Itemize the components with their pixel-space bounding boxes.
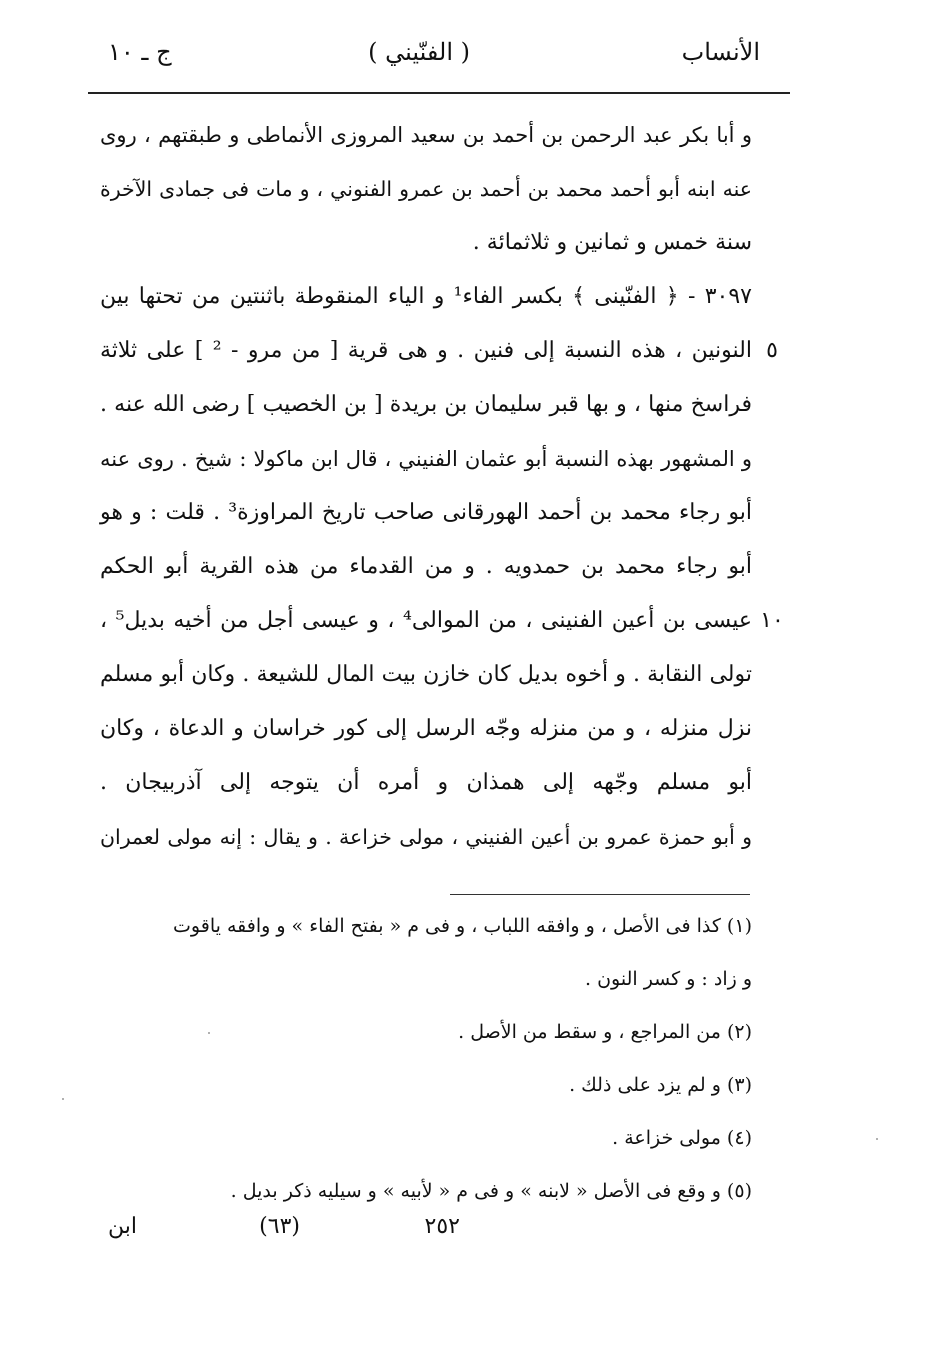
line-text: و أبا بكر عبد الرحمن بن أحمد بن سعيد المروزى الأنماطى و طبقتهم ، روى: [100, 123, 752, 147]
text-line: [100, 162, 752, 216]
line-text: نزل منزله ، و من منزله وجّه الرسل إلى كور خراسان و الدعاة ، وكان: [100, 716, 752, 741]
text-line: [100, 108, 752, 162]
line-text: تولى النقابة . و أخوه بديل كان خازن بيت المال للشيعة . وكان أبو مسلم: [100, 662, 752, 687]
footnote-line: و زاد : و كسر النون .: [585, 968, 752, 990]
text-line: [100, 540, 752, 594]
entry-title: ( الفنّيني ): [368, 38, 470, 66]
line-text: سنة خمس و ثمانين و ثلاثمائة .: [472, 230, 752, 255]
main-text: [100, 108, 784, 864]
line-text: و المشهور بهذه النسبة أبو عثمان الفنيني ، قال ابن ماكولا : شيخ . روى عنه: [100, 447, 752, 471]
line-text: ٣٠٩٧ - ﴿ الفنّينى ﴾ بكسر الفاء¹ و الياء المنقوطة باثنتين من تحتها بين: [100, 284, 752, 309]
text-line: [100, 648, 752, 702]
running-header: [90, 38, 760, 78]
footnote-line: (٢) من المراجع ، و سقط من الأصل .: [458, 1021, 752, 1043]
footnote-rule: [450, 894, 750, 895]
line-text: و أبو حمزة عمرو بن أعين الفنيني ، مولى خزاعة . و يقال : إنه مولى لعمران: [100, 825, 752, 849]
text-line: [100, 756, 752, 810]
footnote-line: (٤) مولى خزاعة .: [612, 1127, 752, 1149]
paper-speck: [876, 1138, 878, 1140]
line-number-marker: ٥: [766, 338, 778, 363]
text-line: [100, 324, 778, 378]
line-text: فراسخ منها ، و بها قبر سليمان بن بريدة [ بن الخصيب ] رضى الله عنه .: [100, 392, 752, 417]
footnotes: [100, 900, 752, 1218]
text-line: [100, 378, 752, 432]
footnote-line: (١) كذا فى الأصل ، و وافقه اللباب ، و فى م « بفتح الفاء » و وافقه ياقوت: [173, 915, 752, 937]
text-line: [100, 432, 752, 486]
footnote-line: (٣) و لم يزد على ذلك .: [569, 1074, 752, 1096]
book-title: الأنساب: [681, 38, 760, 66]
line-text: أبو مسلم وجّهه إلى همذان و أمره أن يتوجه إلى آذربيجان .: [100, 770, 752, 795]
entry-heading-line: [100, 270, 752, 324]
line-text: عيسى بن أعين الفنينى ، من الموالى⁴ ، و عيسى أجل من أخيه بديل⁵ ،: [100, 608, 752, 633]
footnote-line: (٥) و وقع فى الأصل « لابنه » و فى م « لأبيه » و سيليه ذكر بديل .: [230, 1180, 752, 1202]
line-text: عنه ابنه أبو أحمد محمد بن أحمد بن عمرو الفنوني ، و مات فى جمادى الآخرة: [100, 177, 752, 201]
catchword: ابن: [108, 1214, 137, 1239]
page-footer: [100, 1214, 460, 1254]
text-line: [100, 594, 784, 648]
text-line: [100, 810, 752, 864]
page-number: ٢٥٢: [424, 1214, 460, 1239]
text-line: [100, 486, 752, 540]
paper-speck: [208, 1032, 210, 1034]
line-text: النونين ، هذه النسبة إلى فنين . و هى قرية [ من مرو - ² ] على ثلاثة: [100, 338, 752, 363]
line-number-marker: ١٠: [760, 608, 784, 633]
header-rule: [88, 92, 790, 94]
text-line: [100, 216, 752, 270]
paper-speck: [62, 1098, 64, 1100]
text-line: [100, 702, 752, 756]
signature-mark: (٦٣): [259, 1214, 300, 1239]
volume-number: ج ـ ١٠: [108, 38, 172, 66]
line-text: أبو رجاء محمد بن حمدويه . و من القدماء من هذه القرية أبو الحكم: [100, 554, 752, 579]
line-text: أبو رجاء محمد بن أحمد الهورقانى صاحب تاريخ المراوزة³ . قلت : و هو: [100, 500, 752, 525]
